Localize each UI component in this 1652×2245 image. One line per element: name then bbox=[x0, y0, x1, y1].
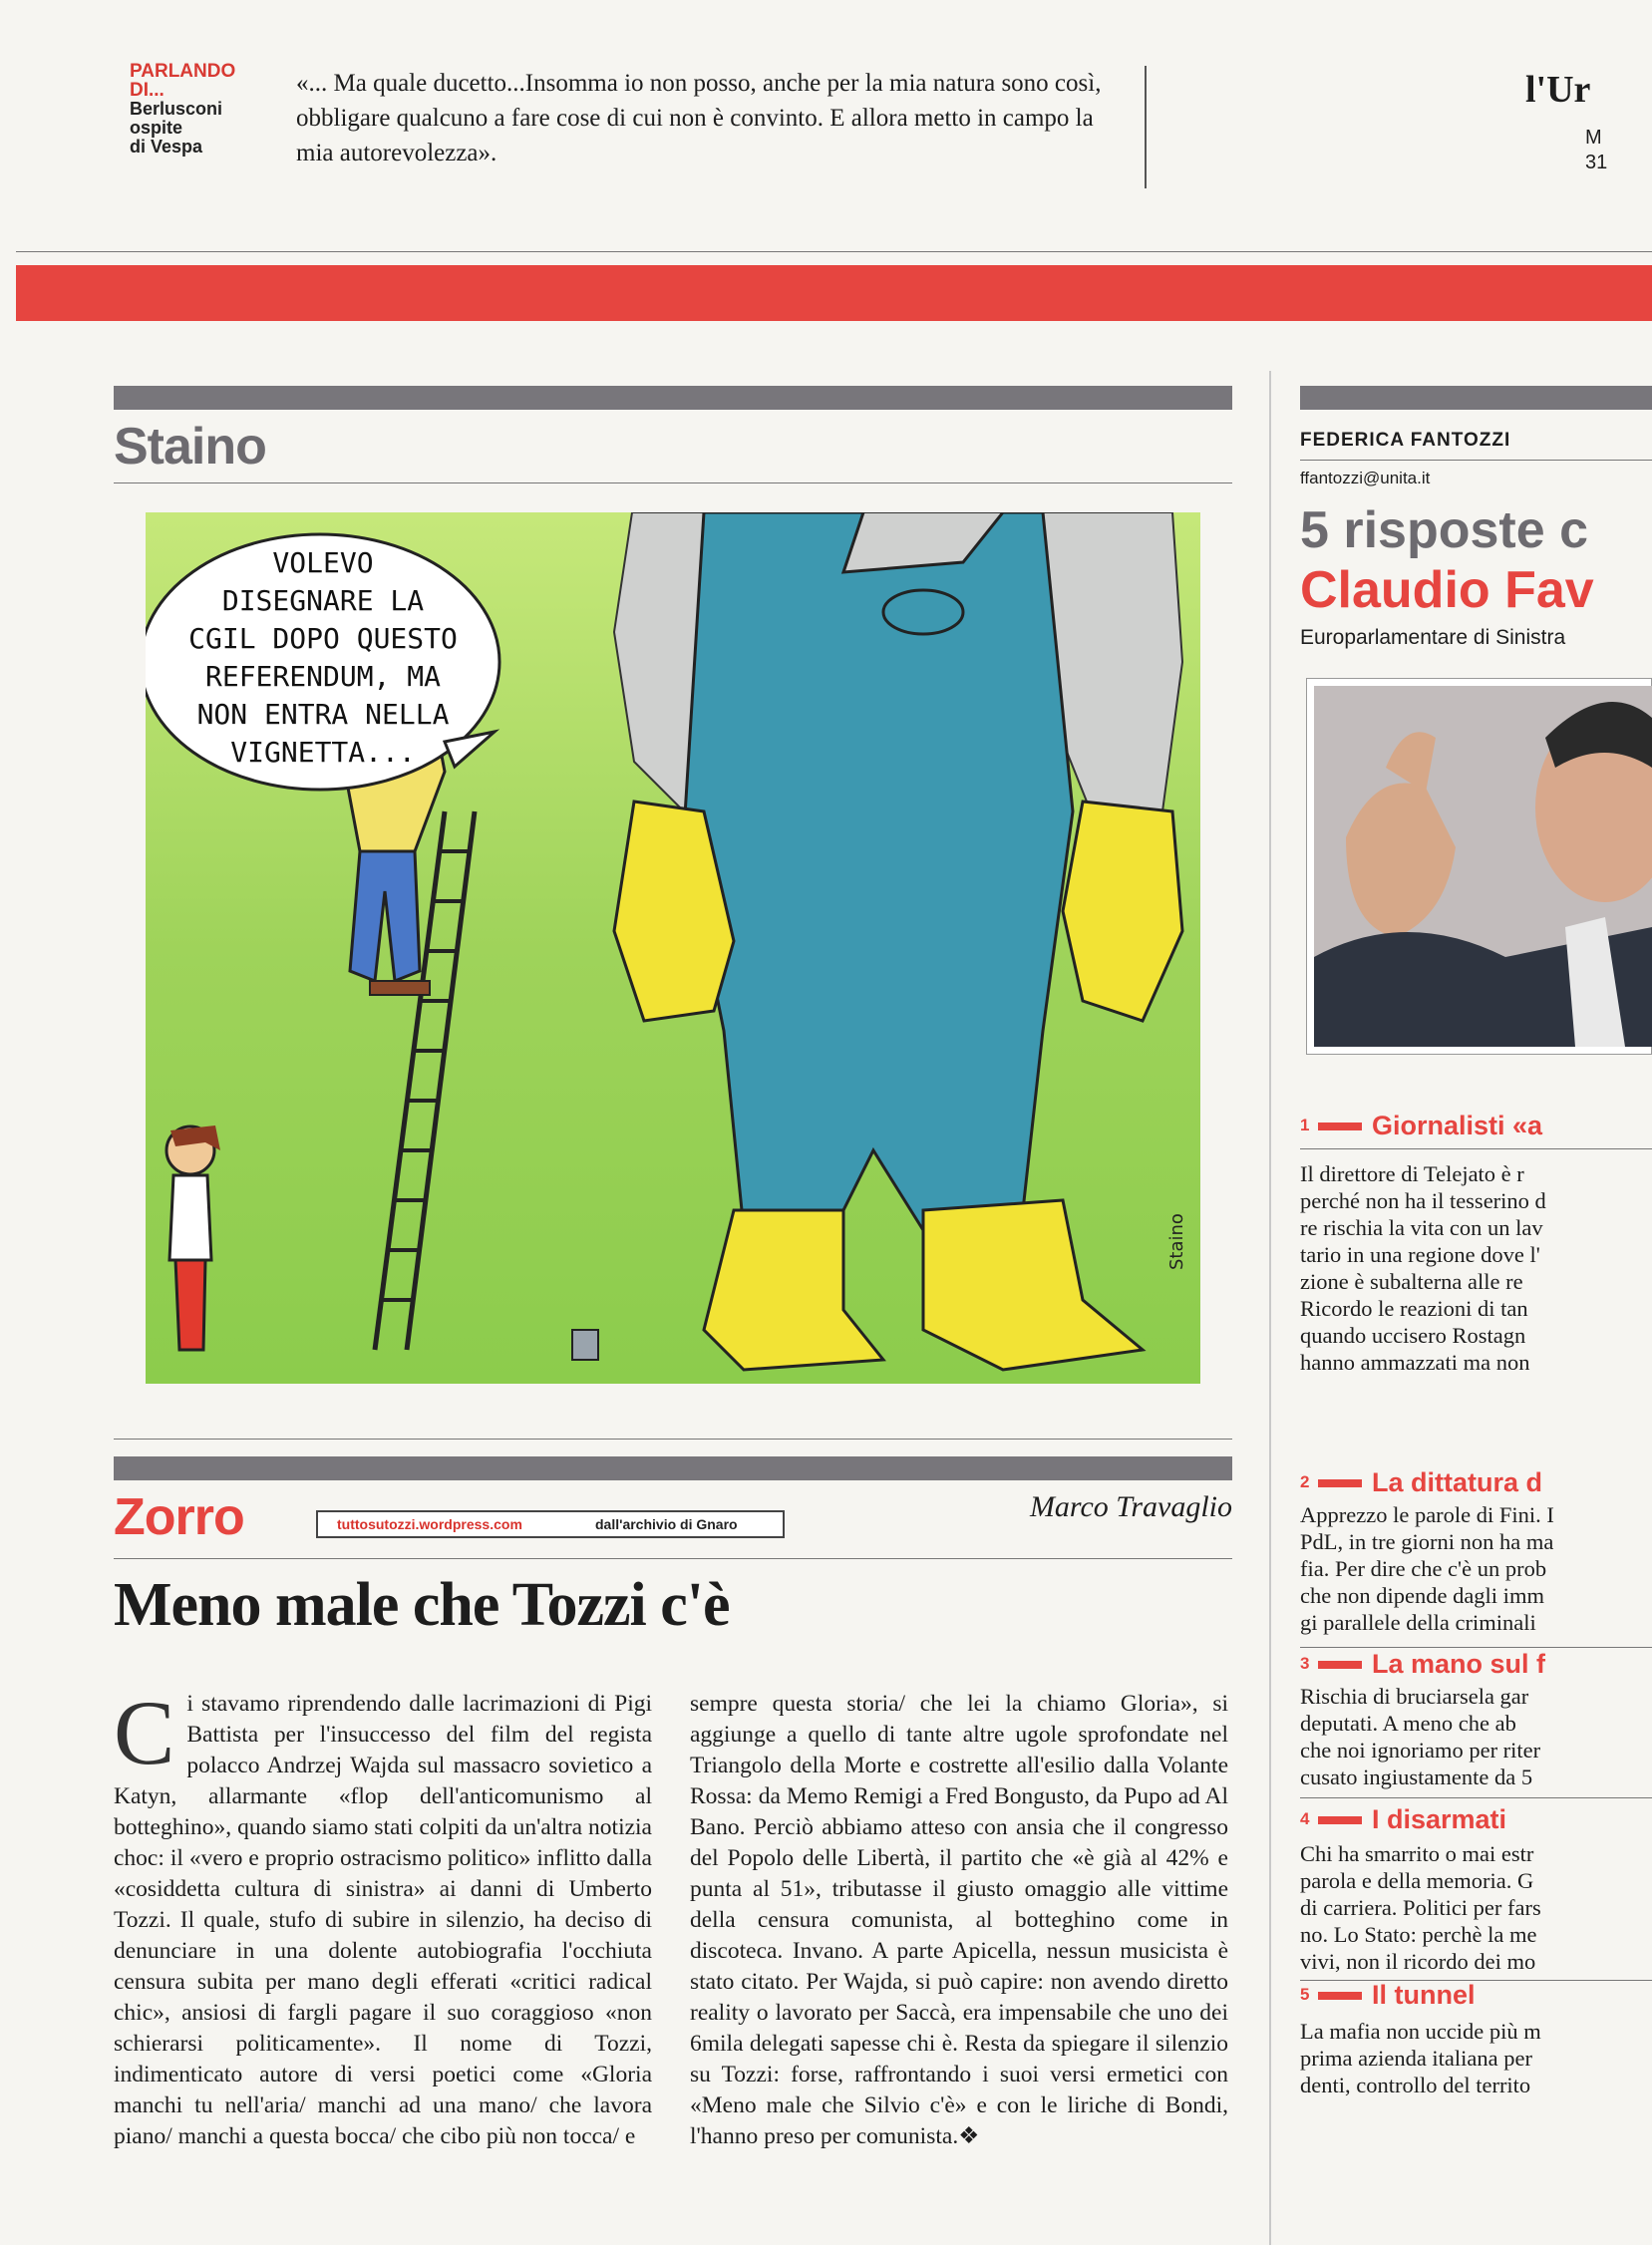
masthead-date-line-2: 31 bbox=[1585, 152, 1608, 173]
answer-line: La mafia non uccide più m bbox=[1300, 2019, 1541, 2044]
answer-line: zione è subalterna alle re bbox=[1300, 1269, 1523, 1294]
answer-line: gi parallele della criminali bbox=[1300, 1610, 1536, 1635]
drop-cap: C bbox=[114, 1682, 175, 1783]
article-text-1: i stavamo riprendendo dalle lacrimazioni di Pigi Battista per l'insuccesso del film del regista polacco Andrzej Wajda sul massacro sovietico a Katyn, allarmante «flop dell'anticomunismo al botteghino», quando siamo stati colpiti da un'altra notizia choc: il «vero e proprio ostracismo politico» inflitto dalla «cosiddetta cultura di sinistra» ai danni di Umberto Tozzi. Il quale, stufo di subire in silenzio, ha deciso di denunciare in una dolente autobiografia l'occhiuta censura subita per mano degli efferati «critici radical chic», ansiosi di fargli pagare il suo coraggioso «non schierarsi politicamente». Il nome di Tozzi, indimenticato autore di versi poetici come «Gloria manchi tu nell'aria/ manchi ad una mano/ che lavora piano/ manchi a questa bocca/ che cibo più non tocca/ e bbox=[114, 1691, 652, 2149]
answer-line: fia. Per dire che c'è un prob bbox=[1300, 1556, 1547, 1581]
interview-byline: FEDERICA FANTOZZI bbox=[1300, 430, 1511, 451]
masthead-date bbox=[1585, 126, 1607, 175]
question-number: 2 bbox=[1300, 1471, 1310, 1491]
question-1-header bbox=[1300, 1111, 1542, 1141]
answer-line: quando uccisero Rostagn bbox=[1300, 1323, 1526, 1348]
source-stamp bbox=[316, 1510, 785, 1538]
article-author: Marco Travaglio bbox=[1029, 1490, 1232, 1523]
answer-line: parola e della memoria. G bbox=[1300, 1868, 1534, 1893]
question-bar bbox=[1318, 1661, 1362, 1669]
answer-line: tario in una regione dove l' bbox=[1300, 1242, 1540, 1267]
column-separator bbox=[1269, 371, 1271, 2245]
question-4-header bbox=[1300, 1804, 1506, 1835]
question-number: 5 bbox=[1300, 1984, 1310, 2004]
section-bar-2 bbox=[114, 1456, 1232, 1480]
answer-line: Rischia di bruciarsela gar bbox=[1300, 1684, 1529, 1709]
answer-line: di carriera. Politici per fars bbox=[1300, 1895, 1541, 1920]
question-number: 3 bbox=[1300, 1653, 1310, 1673]
masthead: l'Ur bbox=[1525, 69, 1591, 111]
section-rule-3 bbox=[114, 1558, 1232, 1559]
interview-headline-2: Claudio Fav bbox=[1300, 561, 1594, 619]
interview-email: ffantozzi@unita.it bbox=[1300, 469, 1431, 487]
end-mark: ❖ bbox=[958, 2123, 980, 2149]
section-title-staino: Staino bbox=[114, 418, 266, 476]
question-2-header bbox=[1300, 1467, 1542, 1498]
question-bar bbox=[1318, 1816, 1362, 1824]
answer-line: Apprezzo le parole di Fini. I bbox=[1300, 1502, 1554, 1527]
question-4-answer bbox=[1300, 1840, 1652, 1975]
kicker-label-2: DI... bbox=[130, 80, 165, 101]
interview-bar bbox=[1300, 386, 1652, 410]
question-1-answer bbox=[1300, 1160, 1652, 1376]
question-title: Il tunnel bbox=[1372, 1980, 1476, 2010]
answer-line: hanno ammazzati ma non bbox=[1300, 1350, 1530, 1375]
archive-note: dall'archivio di Gnaro bbox=[595, 1516, 738, 1532]
cartoon-illustration bbox=[146, 512, 1200, 1384]
bubble-line-1: VOLEVO bbox=[272, 546, 374, 579]
question-5-answer bbox=[1300, 2018, 1652, 2098]
kicker-label: PARLANDO bbox=[130, 61, 236, 82]
kicker-block bbox=[130, 62, 235, 157]
answer-line: cusato ingiustamente da 5 bbox=[1300, 1764, 1533, 1789]
question-number: 1 bbox=[1300, 1115, 1310, 1134]
interviewee-photo bbox=[1306, 678, 1652, 1055]
interview-rule bbox=[1300, 460, 1652, 461]
answer-line: no. Lo Stato: perchè la me bbox=[1300, 1922, 1537, 1947]
question-bar bbox=[1318, 1122, 1362, 1130]
question-5-header bbox=[1300, 1980, 1476, 2011]
bubble-line-3: CGIL DOPO QUESTO bbox=[188, 622, 458, 655]
bubble-line-2: DISEGNARE LA bbox=[221, 584, 425, 617]
answer-line: che noi ignoriamo per riter bbox=[1300, 1738, 1541, 1763]
question-title: La dittatura d bbox=[1372, 1467, 1543, 1497]
question-number: 4 bbox=[1300, 1808, 1310, 1828]
answer-line: Il direttore di Telejato è r bbox=[1300, 1161, 1524, 1186]
kicker-topic-1: Berlusconi bbox=[130, 99, 223, 119]
top-quote: «... Ma quale ducetto...Insomma io non posso, anche per la mia natura sono così, obbligare qualcuno a fare cose di cui non è convinto. E allora metto in campo la mia autorevolezza». bbox=[296, 70, 1102, 166]
section-rule-2 bbox=[114, 1439, 1232, 1440]
article-text-2: sempre questa storia/ che lei la chiamo Gloria», si aggiunge a quello di tante altre ugole sprofondate nel Triangolo della Morte e costrette all'esilio dalla Volante Rossa: da Memo Remigi a Fred Bongusto, da Pupo ad Al Bano. Perciò abbiamo atteso con ansia che il congresso del Popolo delle Libertà, il partito che «è già al 42% e punta al 51», tributasse il giusto omaggio alle vittime della censura comunista, al botteghino come in discoteca. Invano. A parte Apicella, nessun musicista è stato citato. Per Wajda, si può capire: non avendo diretto reality o lavorato per Saccà, era impensabile che uno dei 6mila delegati sapesse chi è. Resta da spiegare il silenzio su Tozzi: forse, raffrontando i suoi versi ermetici con «Meno male che Silvio c'è» e con le liriche di Bondi, l'hanno preso per comunista. bbox=[690, 1691, 1228, 2149]
question-2-answer bbox=[1300, 1501, 1652, 1636]
answer-line: re rischia la vita con un lav bbox=[1300, 1215, 1543, 1240]
article-column-1 bbox=[114, 1682, 652, 2152]
answer-line: prima azienda italiana per bbox=[1300, 2046, 1532, 2071]
question-title: La mano sul f bbox=[1372, 1649, 1546, 1679]
article-headline: Meno male che Tozzi c'è bbox=[114, 1571, 730, 1639]
bubble-line-6: VIGNETTA... bbox=[230, 736, 416, 769]
answer-line: Chi ha smarrito o mai estr bbox=[1300, 1841, 1534, 1866]
answer-line: Ricordo le reazioni di tan bbox=[1300, 1296, 1528, 1321]
answer-line: PdL, in tre giorni non ha ma bbox=[1300, 1529, 1554, 1554]
top-rule bbox=[16, 251, 1652, 252]
section-rule bbox=[114, 482, 1232, 483]
bubble-line-5: NON ENTRA NELLA bbox=[196, 698, 450, 731]
answer-line: deputati. A meno che ab bbox=[1300, 1711, 1516, 1736]
red-band bbox=[16, 265, 1652, 321]
masthead-date-line-1: M bbox=[1585, 127, 1602, 149]
question-bar bbox=[1318, 1479, 1362, 1487]
answer-line: vivi, non il ricordo dei mo bbox=[1300, 1949, 1536, 1974]
article-column-2 bbox=[690, 1689, 1228, 2152]
cartoon-signature: Staino bbox=[1166, 1213, 1187, 1270]
answer-line: che non dipende dagli imm bbox=[1300, 1583, 1544, 1608]
quote-divider bbox=[1145, 66, 1147, 188]
section-bar bbox=[114, 386, 1232, 410]
kicker-topic-3: di Vespa bbox=[130, 137, 203, 157]
question-3-answer bbox=[1300, 1683, 1652, 1790]
question-title: I disarmati bbox=[1372, 1804, 1507, 1834]
question-3-header bbox=[1300, 1649, 1545, 1680]
kicker-topic-2: ospite bbox=[130, 118, 183, 138]
question-rule bbox=[1300, 1797, 1652, 1798]
answer-line: perché non ha il tesserino d bbox=[1300, 1188, 1546, 1213]
section-title-zorro: Zorro bbox=[114, 1488, 244, 1546]
interview-role: Europarlamentare di Sinistra bbox=[1300, 626, 1566, 649]
bubble-line-4: REFERENDUM, MA bbox=[204, 660, 442, 693]
question-rule bbox=[1300, 1148, 1652, 1149]
question-title: Giornalisti «a bbox=[1372, 1111, 1543, 1140]
source-url: tuttosutozzi.wordpress.com bbox=[337, 1516, 522, 1532]
interview-headline-1: 5 risposte c bbox=[1300, 501, 1589, 559]
question-rule bbox=[1300, 1647, 1652, 1648]
answer-line: denti, controllo del territo bbox=[1300, 2073, 1531, 2097]
question-bar bbox=[1318, 1992, 1362, 2000]
